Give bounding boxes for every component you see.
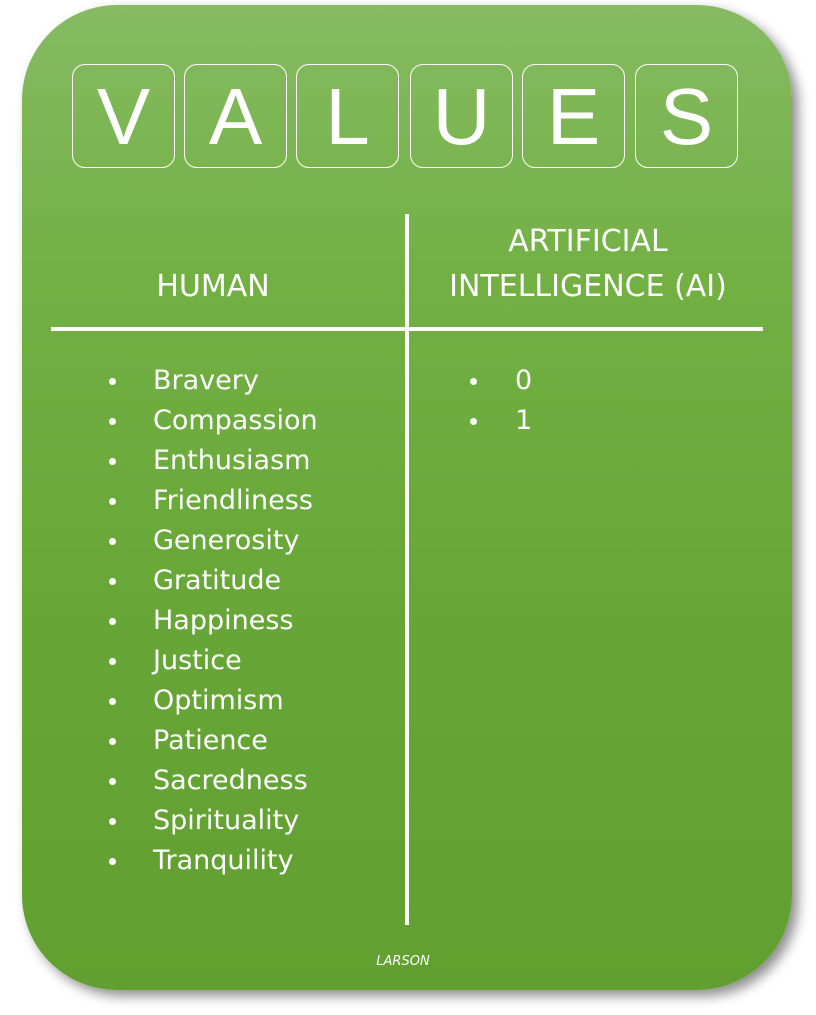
list-item-label: Bravery — [153, 365, 259, 396]
ai-values-list — [515, 361, 532, 441]
list-item — [153, 441, 318, 481]
bullet-icon — [109, 578, 116, 585]
list-item-label: Gratitude — [153, 565, 282, 596]
bullet-icon — [109, 378, 116, 385]
bullet-icon — [470, 378, 477, 385]
title-letter-tile: V — [72, 64, 175, 168]
bullet-icon — [109, 618, 116, 625]
list-item-label: Sacredness — [153, 765, 308, 796]
title-letter-tile: E — [522, 64, 625, 168]
list-item-label: Compassion — [153, 405, 318, 436]
bullet-icon — [109, 538, 116, 545]
list-item — [153, 801, 318, 841]
list-item-label: 1 — [515, 405, 533, 436]
bullet-icon — [109, 458, 116, 465]
title-letter-tile: A — [184, 64, 287, 168]
list-item — [153, 401, 318, 441]
list-item — [153, 561, 318, 601]
list-item — [153, 601, 318, 641]
list-item — [153, 481, 318, 521]
title-letter-tile: L — [296, 64, 399, 168]
list-item — [153, 641, 318, 681]
author-credit: LARSON — [376, 954, 430, 969]
list-item — [515, 361, 532, 401]
list-item — [153, 681, 318, 721]
list-item-label: 0 — [515, 365, 533, 396]
bullet-icon — [109, 658, 116, 665]
title-letter-tile: U — [410, 64, 513, 168]
list-item — [153, 721, 318, 761]
title-letter-tile: S — [635, 64, 738, 168]
ai-column-heading-line1: ARTIFICIAL — [508, 224, 668, 259]
list-item-label: Generosity — [153, 525, 300, 556]
list-item-label: Friendliness — [153, 485, 313, 516]
list-item-label: Patience — [153, 725, 268, 756]
ai-column-heading-line2: INTELLIGENCE (AI) — [449, 269, 727, 304]
bullet-icon — [109, 858, 116, 865]
bullet-icon — [109, 778, 116, 785]
bullet-icon — [109, 738, 116, 745]
list-item — [153, 841, 318, 881]
list-item-label: Justice — [153, 645, 242, 676]
bullet-icon — [109, 698, 116, 705]
bullet-icon — [109, 498, 116, 505]
header-divider-horizontal — [51, 327, 763, 331]
list-item-label: Enthusiasm — [153, 445, 311, 476]
list-item-label: Optimism — [153, 685, 284, 716]
bullet-icon — [109, 818, 116, 825]
human-column-heading: HUMAN — [156, 269, 270, 304]
list-item — [153, 361, 318, 401]
column-divider-vertical — [405, 214, 409, 925]
human-values-list — [153, 361, 318, 881]
list-item-label: Happiness — [153, 605, 294, 636]
list-item — [153, 521, 318, 561]
bullet-icon — [109, 418, 116, 425]
list-item-label: Spirituality — [153, 805, 300, 836]
bullet-icon — [470, 418, 477, 425]
list-item — [153, 761, 318, 801]
list-item-label: Tranquility — [153, 845, 294, 876]
list-item — [515, 401, 532, 441]
